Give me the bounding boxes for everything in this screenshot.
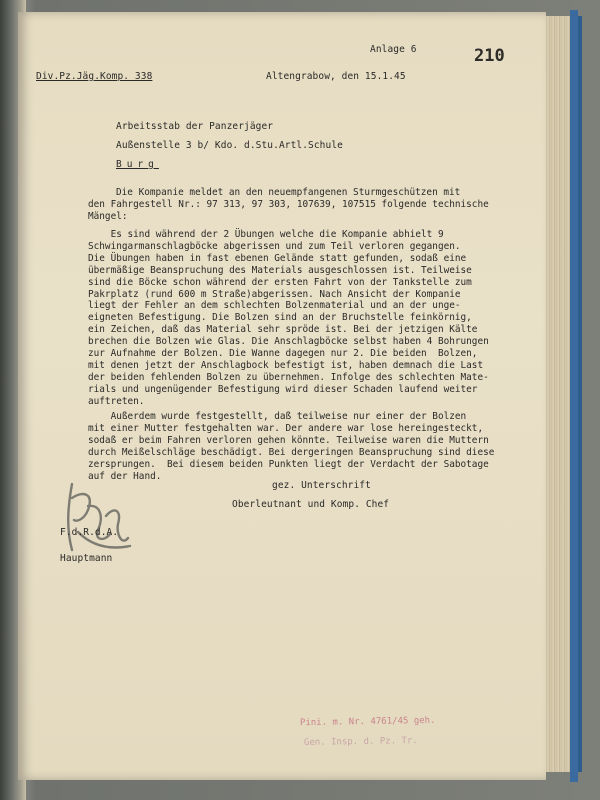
recipient-line-1: Arbeitsstab der Panzerjäger	[116, 121, 274, 132]
paragraph-line: liegt der Fehler an dem schlechten Bolzenmaterial und an der unge-	[88, 300, 461, 312]
intro-line: den Fahrgestell Nr.: 97 313, 97 303, 107639, 107515 folgende technische	[88, 198, 489, 210]
page-number: 210	[474, 46, 505, 66]
attachment-label: Anlage 6	[370, 44, 417, 55]
paragraph-line: Schwingarmanschlagböcke abgerissen und zum Teil verloren gegangen.	[88, 240, 461, 252]
recipient-line-2: Außenstelle 3 b/ Kdo. d.Stu.Artl.Schule	[116, 140, 343, 151]
paragraph-defects	[88, 229, 532, 408]
paragraph-line: auftreten.	[88, 395, 145, 407]
paragraph-line: Pakrplatz (rund 600 m Straße)abgerissen. Nach Ansicht der Kompanie	[88, 288, 461, 300]
paragraph-line: ein Zeichen, daß das Material sehr spröde ist. Bei der jetzigen Kälte	[88, 324, 478, 336]
paragraph-line: Außerdem wurde festgestellt, daß teilweise nur einer der Bolzen	[88, 411, 467, 422]
paragraph-line: zur Aufnahme der Bolzen. Die Wanne dagegen nur 2. Die beiden Bolzen,	[88, 348, 478, 360]
blue-spine	[570, 10, 578, 782]
paragraph-line: eigneten Befestigung. Die Bolzen sind an der Bruchstelle feinkörnig,	[88, 312, 472, 324]
paragraph-line: sodaß er beim Fahren verloren gehen könnte. Teilweise waren die Muttern	[88, 434, 489, 446]
paragraph-line: mit denen jetzt der Anschlagbock befestigt ist, haben demnach die Last	[88, 359, 484, 371]
paragraph-line: rials und ungenügender Befestigung wird dieser Schaden laufend weiter	[88, 383, 478, 395]
paragraph-line: der beiden fehlenden Bolzen zu übernehmen. Infolge des schlechten Mate-	[88, 371, 489, 383]
paragraph-line: Die Übungen haben in fast ebenen Gelände statt gefunden, sodaß eine	[88, 252, 467, 264]
signature-title: Oberleutnant und Komp. Chef	[232, 499, 390, 510]
paragraph-line: durch Meißelschläge beschädigt. Bei dergeringen Beanspruchung sind diese	[88, 446, 495, 458]
paragraph-line: sind die Böcke schon während der ersten Fahrt von der Tankstelle zum	[88, 276, 472, 288]
certification-line: F.d.R.d.A.	[60, 527, 119, 538]
paragraph-line: brechen die Bolzen wie Glas. Die Anschlagböcke selbst haben 4 Bohrungen	[88, 336, 489, 348]
intro-line: Mängel:	[88, 210, 128, 222]
archive-stamp-line-1: Pini. m. Nr. 4761/45 geh.	[299, 715, 436, 729]
paragraph-line: übermäßige Beanspruchung des Materials ausgeschlossen ist. Teilweise	[88, 264, 472, 276]
paragraph-sabotage	[88, 411, 532, 482]
intro-line: Die Kompanie meldet an den neuempfangenen Sturmgeschützen mit	[116, 187, 461, 198]
paragraph-line: Es sind während der 2 Übungen welche die Kompanie abhielt 9	[88, 229, 444, 240]
paragraph-line: auf der Hand.	[88, 470, 162, 482]
place-date: Altengrabow, den 15.1.45	[266, 71, 406, 82]
signature-line: gez. Unterschrift	[272, 480, 371, 491]
certification-rank: Hauptmann	[60, 553, 113, 564]
intro-paragraph	[88, 187, 532, 223]
recipient-city: Burg	[116, 159, 159, 170]
archive-stamp-line-2: Gen. Insp. d. Pz. Tr.	[303, 736, 418, 748]
unit-designation: Div.Pz.Jäg.Komp. 338	[36, 71, 153, 82]
paragraph-line: mit einer Mutter festgehalten war. Der andere war lose hereingesteckt,	[88, 422, 484, 434]
paragraph-line: zersprungen. Bei diesem beiden Punkten liegt der Verdacht der Sabotage	[88, 458, 489, 470]
